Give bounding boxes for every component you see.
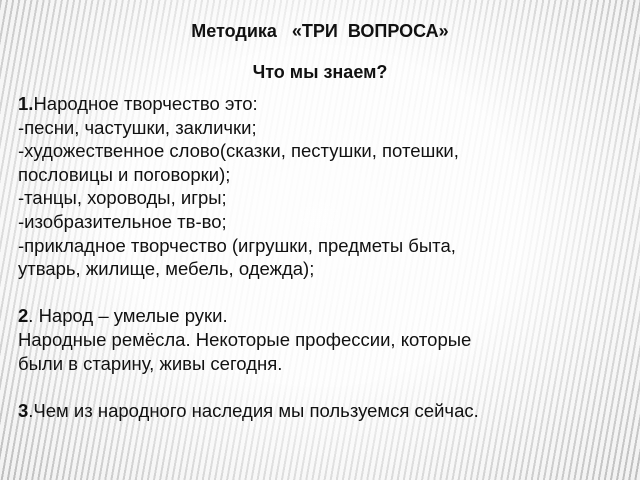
- list-item: пословицы и поговорки);: [18, 163, 231, 185]
- section-1-heading: [18, 92, 618, 116]
- paragraph-line: Народные ремёсла. Некоторые профессии, которые: [18, 328, 472, 350]
- section-2-heading: [18, 304, 618, 328]
- slide-title: Методика «ТРИ ВОПРОСА»: [191, 21, 449, 41]
- section-2-number: 2: [18, 305, 29, 327]
- list-item: -прикладное творчество (игрушки, предметы быта,: [18, 234, 456, 256]
- section-1-heading-text: Народное творчество это:: [33, 93, 258, 114]
- list-item: утварь, жилище, мебель, одежда);: [18, 258, 315, 280]
- slide-subtitle: Что мы знаем?: [252, 62, 388, 82]
- blank-line: [18, 281, 618, 305]
- slide-content: [18, 92, 618, 422]
- section-3-heading: [18, 399, 618, 423]
- section-2-heading-text: . Народ – умелые руки.: [28, 305, 228, 327]
- paragraph-line: были в старину, живы сегодня.: [18, 352, 283, 374]
- list-item: -танцы, хороводы, игры;: [18, 187, 227, 209]
- section-3-heading-text: .Чем из народного наследия мы пользуемся сейчас.: [28, 399, 479, 421]
- list-item: -изобразительное тв-во;: [18, 210, 227, 232]
- section-1-number: 1.: [18, 93, 34, 114]
- section-3-number: 3: [18, 399, 29, 421]
- list-item: -художественное слово(сказки, пестушки, потешки,: [18, 140, 459, 162]
- list-item: -песни, частушки, заклички;: [18, 116, 257, 138]
- blank-line: [18, 375, 618, 399]
